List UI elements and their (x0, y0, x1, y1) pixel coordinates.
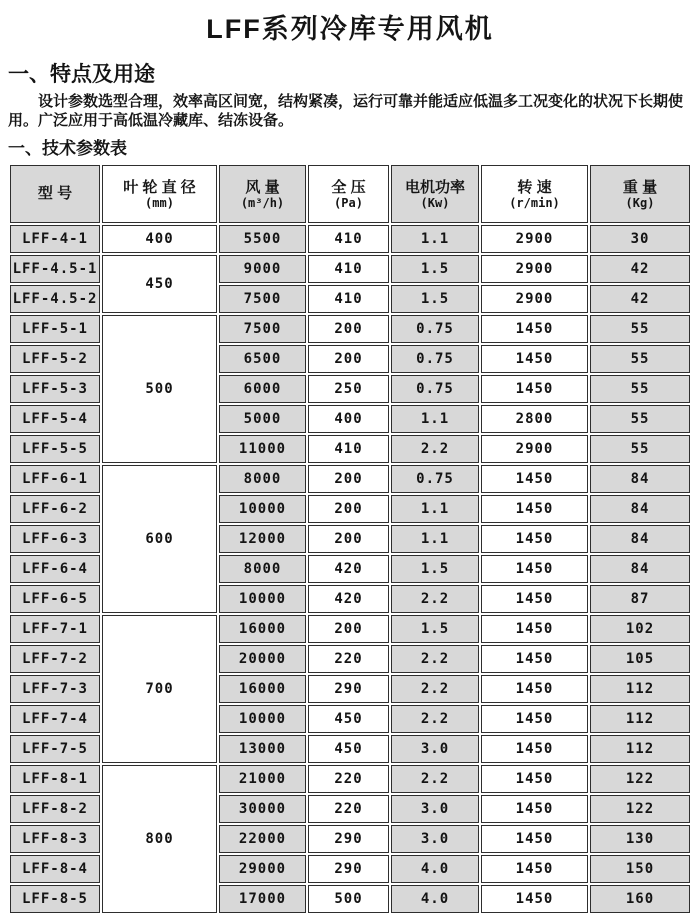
pressure-cell: 410 (308, 225, 389, 253)
pressure-cell: 410 (308, 285, 389, 313)
weight-cell: 102 (590, 615, 690, 643)
section-specs-heading: 一、技术参数表 (8, 139, 127, 158)
header-row (10, 165, 690, 223)
weight-cell: 84 (590, 495, 690, 523)
power-cell: 0.75 (391, 315, 479, 343)
model-cell: LFF-6-5 (10, 585, 100, 613)
model-cell: LFF-8-5 (10, 885, 100, 913)
diameter-header-label: 叶 轮 直 径 (123, 178, 196, 196)
pressure-cell: 290 (308, 675, 389, 703)
power-cell: 2.2 (391, 645, 479, 673)
airflow-column-header (219, 165, 306, 223)
model-cell: LFF-5-5 (10, 435, 100, 463)
weight-cell: 122 (590, 795, 690, 823)
pressure-cell: 290 (308, 855, 389, 883)
airflow-cell: 6500 (219, 345, 306, 373)
model-cell: LFF-7-4 (10, 705, 100, 733)
pressure-cell: 200 (308, 465, 389, 493)
model-cell: LFF-4-1 (10, 225, 100, 253)
pressure-cell: 220 (308, 765, 389, 793)
diameter-cell: 450 (102, 255, 217, 313)
airflow-cell: 17000 (219, 885, 306, 913)
table-row (10, 465, 690, 493)
airflow-cell: 10000 (219, 495, 306, 523)
airflow-cell: 5500 (219, 225, 306, 253)
model-cell: LFF-5-1 (10, 315, 100, 343)
spec-table-head (10, 165, 690, 223)
airflow-cell: 12000 (219, 525, 306, 553)
diameter-column-header (102, 165, 217, 223)
power-cell: 2.2 (391, 435, 479, 463)
model-cell: LFF-6-3 (10, 525, 100, 553)
speed-cell: 1450 (481, 495, 588, 523)
weight-cell: 122 (590, 765, 690, 793)
airflow-cell: 13000 (219, 735, 306, 763)
model-cell: LFF-7-2 (10, 645, 100, 673)
speed-cell: 1450 (481, 705, 588, 733)
weight-cell: 84 (590, 465, 690, 493)
power-cell: 1.1 (391, 225, 479, 253)
airflow-header-label: 风 量 (245, 178, 280, 196)
speed-cell: 1450 (481, 555, 588, 583)
power-cell: 1.1 (391, 525, 479, 553)
airflow-cell: 16000 (219, 615, 306, 643)
diameter-cell: 700 (102, 615, 217, 763)
weight-cell: 130 (590, 825, 690, 853)
speed-cell: 1450 (481, 855, 588, 883)
speed-cell: 1450 (481, 315, 588, 343)
power-cell: 3.0 (391, 735, 479, 763)
model-cell: LFF-8-3 (10, 825, 100, 853)
speed-column-header (481, 165, 588, 223)
weight-cell: 87 (590, 585, 690, 613)
airflow-cell: 8000 (219, 465, 306, 493)
speed-header-unit: (r/min) (509, 195, 560, 210)
weight-cell: 112 (590, 675, 690, 703)
speed-cell: 1450 (481, 465, 588, 493)
speed-cell: 1450 (481, 525, 588, 553)
pressure-cell: 410 (308, 255, 389, 283)
weight-cell: 105 (590, 645, 690, 673)
power-header-unit: (Kw) (420, 195, 450, 210)
speed-cell: 2900 (481, 255, 588, 283)
airflow-header-unit: (m³/h) (240, 195, 285, 210)
pressure-cell: 200 (308, 345, 389, 373)
pressure-column-header (308, 165, 389, 223)
power-cell: 1.5 (391, 555, 479, 583)
speed-cell: 1450 (481, 615, 588, 643)
speed-cell: 1450 (481, 675, 588, 703)
weight-cell: 150 (590, 855, 690, 883)
airflow-cell: 11000 (219, 435, 306, 463)
weight-cell: 42 (590, 255, 690, 283)
speed-cell: 1450 (481, 585, 588, 613)
model-cell: LFF-6-4 (10, 555, 100, 583)
model-cell: LFF-6-1 (10, 465, 100, 493)
power-column-header (391, 165, 479, 223)
weight-cell: 55 (590, 435, 690, 463)
pressure-cell: 400 (308, 405, 389, 433)
pressure-cell: 200 (308, 525, 389, 553)
airflow-cell: 16000 (219, 675, 306, 703)
airflow-cell: 7500 (219, 315, 306, 343)
pressure-cell: 290 (308, 825, 389, 853)
airflow-cell: 7500 (219, 285, 306, 313)
pressure-cell: 220 (308, 645, 389, 673)
model-cell: LFF-8-1 (10, 765, 100, 793)
speed-header-label: 转 速 (517, 178, 552, 196)
weight-header-unit: (Kg) (625, 195, 655, 210)
section-features-heading: 一、特点及用途 (8, 63, 155, 86)
speed-cell: 1450 (481, 735, 588, 763)
table-row (10, 225, 690, 253)
model-cell: LFF-4.5-2 (10, 285, 100, 313)
weight-cell: 55 (590, 315, 690, 343)
power-cell: 1.5 (391, 255, 479, 283)
pressure-cell: 200 (308, 495, 389, 523)
weight-cell: 55 (590, 345, 690, 373)
weight-cell: 84 (590, 555, 690, 583)
weight-cell: 112 (590, 735, 690, 763)
pressure-cell: 250 (308, 375, 389, 403)
pressure-cell: 420 (308, 555, 389, 583)
power-cell: 0.75 (391, 375, 479, 403)
table-row (10, 765, 690, 793)
model-cell: LFF-4.5-1 (10, 255, 100, 283)
model-cell: LFF-7-1 (10, 615, 100, 643)
model-cell: LFF-7-3 (10, 675, 100, 703)
model-cell: LFF-8-4 (10, 855, 100, 883)
diameter-header-unit: (mm) (145, 195, 174, 210)
table-row (10, 255, 690, 283)
pressure-header-unit: (Pa) (334, 195, 363, 210)
airflow-cell: 29000 (219, 855, 306, 883)
power-cell: 0.75 (391, 345, 479, 373)
power-header-label: 电机功率 (404, 178, 465, 196)
speed-cell: 1450 (481, 765, 588, 793)
power-cell: 2.2 (391, 705, 479, 733)
diameter-cell: 400 (102, 225, 217, 253)
table-row (10, 615, 690, 643)
airflow-cell: 30000 (219, 795, 306, 823)
model-cell: LFF-5-3 (10, 375, 100, 403)
weight-cell: 30 (590, 225, 690, 253)
speed-cell: 2800 (481, 405, 588, 433)
airflow-cell: 10000 (219, 585, 306, 613)
airflow-cell: 22000 (219, 825, 306, 853)
features-paragraph: 设计参数选型合理，效率高区间宽，结构紧凑，运行可靠并能适应低温多工况变化的状况下长期使用。广泛应用于高低温冷藏库、结冻设备。 (8, 93, 684, 129)
airflow-cell: 20000 (219, 645, 306, 673)
power-cell: 3.0 (391, 825, 479, 853)
power-cell: 1.1 (391, 405, 479, 433)
speed-cell: 2900 (481, 285, 588, 313)
weight-cell: 55 (590, 405, 690, 433)
weight-cell: 112 (590, 705, 690, 733)
speed-cell: 1450 (481, 885, 588, 913)
diameter-cell: 600 (102, 465, 217, 613)
speed-cell: 1450 (481, 825, 588, 853)
power-cell: 4.0 (391, 855, 479, 883)
spec-table-body (10, 225, 690, 913)
speed-cell: 2900 (481, 435, 588, 463)
weight-column-header (590, 165, 690, 223)
power-cell: 4.0 (391, 885, 479, 913)
pressure-cell: 500 (308, 885, 389, 913)
airflow-cell: 5000 (219, 405, 306, 433)
diameter-cell: 500 (102, 315, 217, 463)
airflow-cell: 10000 (219, 705, 306, 733)
model-cell: LFF-8-2 (10, 795, 100, 823)
model-cell: LFF-5-4 (10, 405, 100, 433)
pressure-cell: 200 (308, 315, 389, 343)
page-title: LFF系列冷库专用风机 (206, 14, 494, 44)
power-cell: 3.0 (391, 795, 479, 823)
pressure-cell: 450 (308, 735, 389, 763)
diameter-cell: 800 (102, 765, 217, 913)
model-cell: LFF-5-2 (10, 345, 100, 373)
power-cell: 1.5 (391, 285, 479, 313)
power-cell: 1.5 (391, 615, 479, 643)
power-cell: 2.2 (391, 765, 479, 793)
airflow-cell: 21000 (219, 765, 306, 793)
pressure-cell: 420 (308, 585, 389, 613)
pressure-cell: 450 (308, 705, 389, 733)
speed-cell: 1450 (481, 345, 588, 373)
speed-cell: 1450 (481, 795, 588, 823)
model-column-header (10, 165, 100, 223)
weight-cell: 160 (590, 885, 690, 913)
model-cell: LFF-7-5 (10, 735, 100, 763)
table-row (10, 315, 690, 343)
pressure-cell: 200 (308, 615, 389, 643)
power-cell: 2.2 (391, 585, 479, 613)
power-cell: 1.1 (391, 495, 479, 523)
weight-cell: 55 (590, 375, 690, 403)
pressure-cell: 410 (308, 435, 389, 463)
airflow-cell: 6000 (219, 375, 306, 403)
speed-cell: 1450 (481, 375, 588, 403)
model-cell: LFF-6-2 (10, 495, 100, 523)
power-cell: 0.75 (391, 465, 479, 493)
pressure-cell: 220 (308, 795, 389, 823)
pressure-header-label: 全 压 (331, 178, 366, 196)
power-cell: 2.2 (391, 675, 479, 703)
speed-cell: 2900 (481, 225, 588, 253)
airflow-cell: 9000 (219, 255, 306, 283)
speed-cell: 1450 (481, 645, 588, 673)
weight-header-label: 重 量 (622, 178, 658, 196)
weight-cell: 42 (590, 285, 690, 313)
spec-table (8, 163, 692, 915)
airflow-cell: 8000 (219, 555, 306, 583)
weight-cell: 84 (590, 525, 690, 553)
model-header-label: 型 号 (37, 185, 73, 202)
